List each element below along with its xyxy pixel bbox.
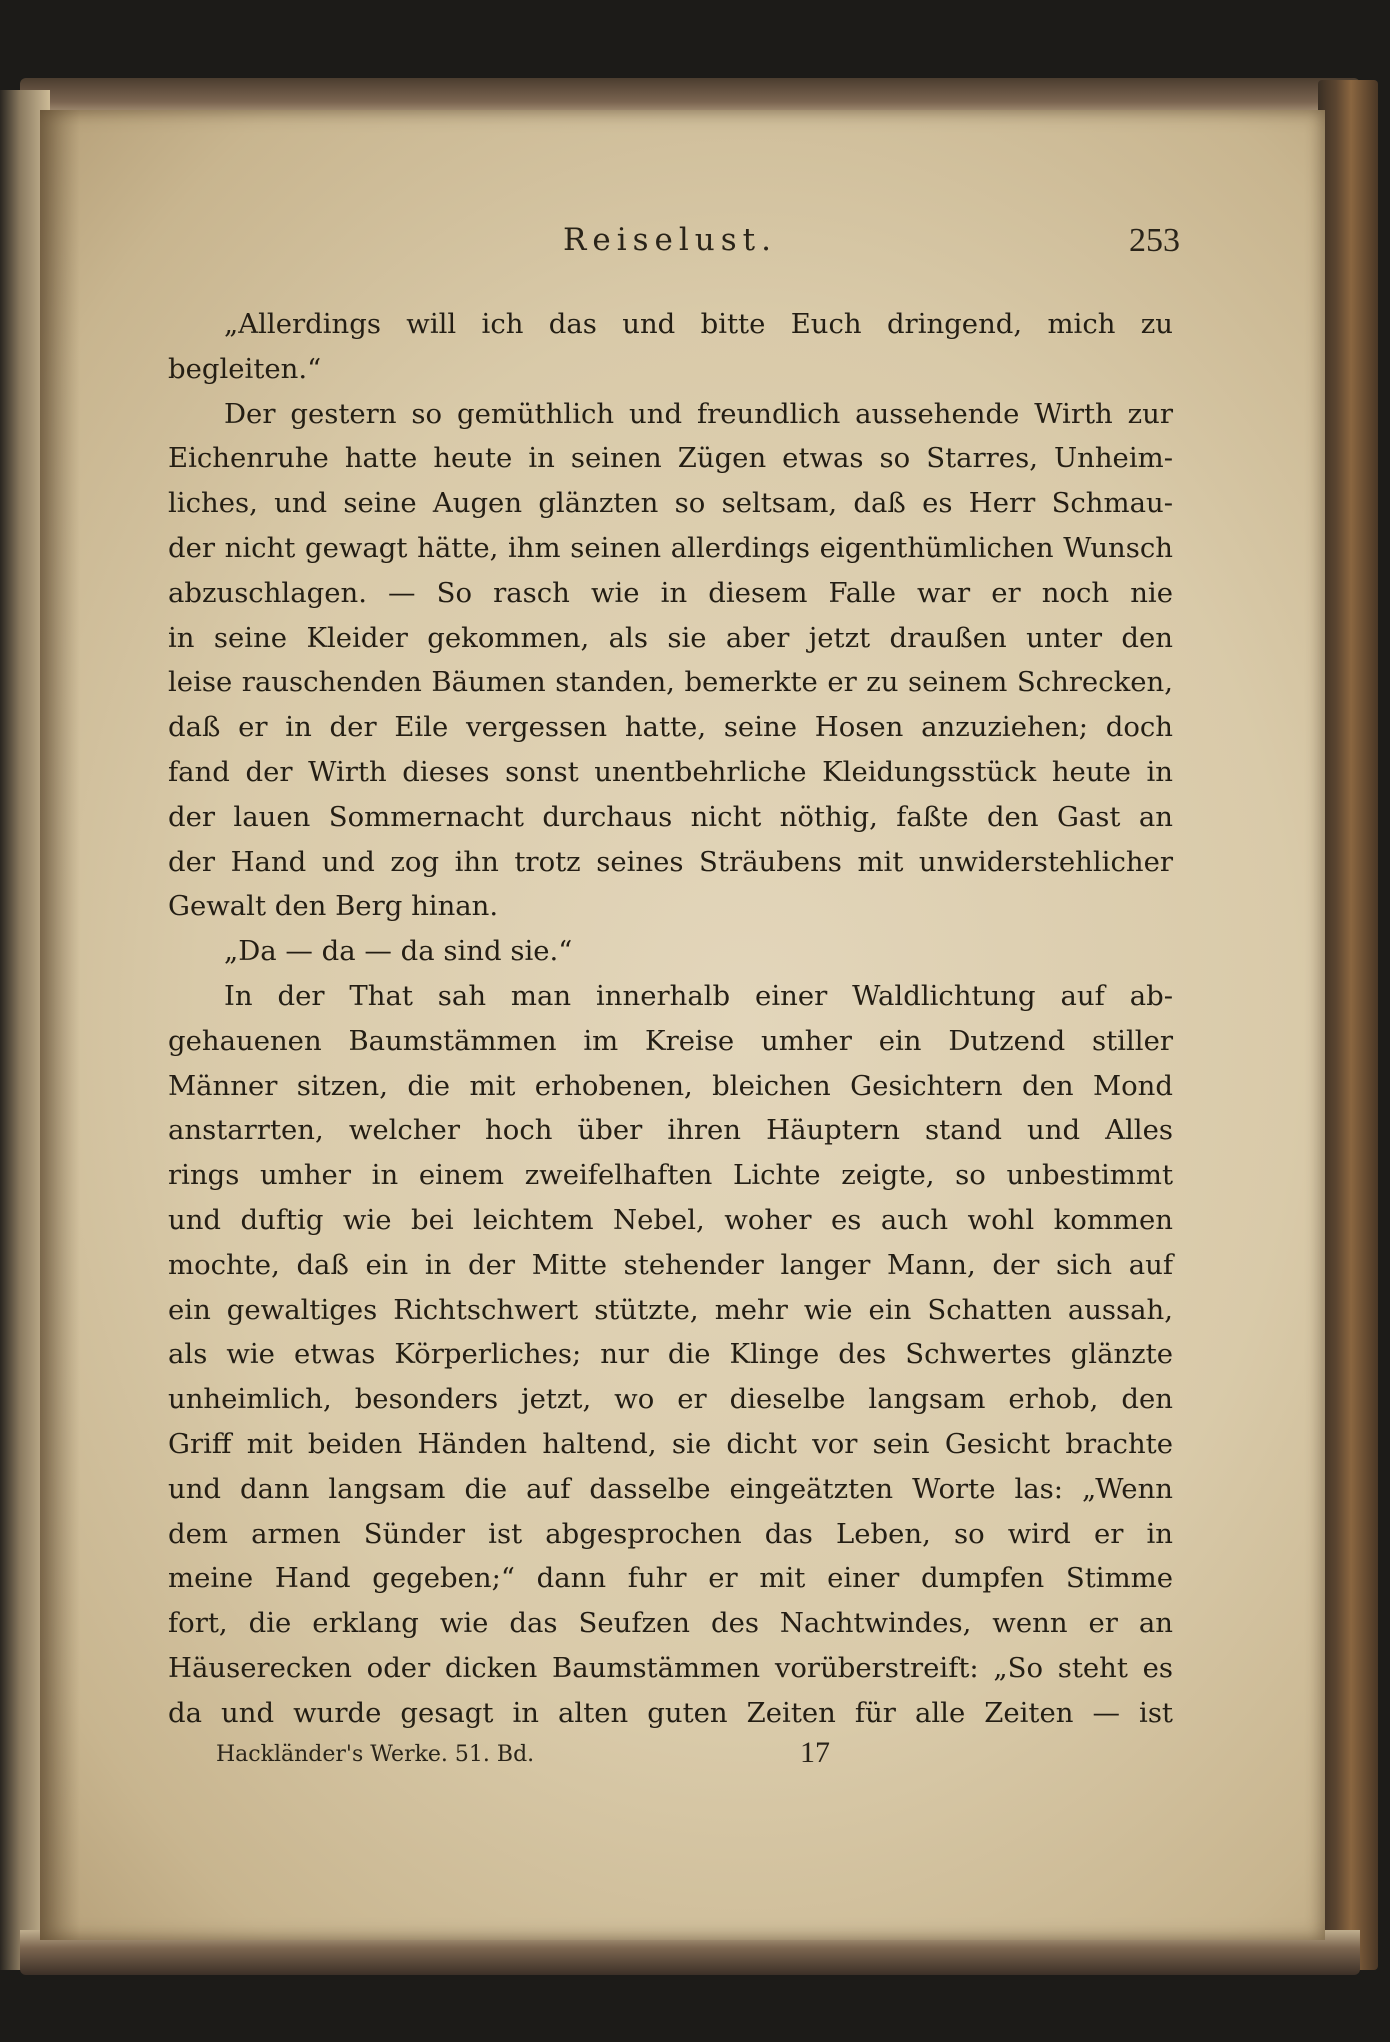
paragraph-4 [168,974,1173,1736]
text-line: fand der Wirth dieses sonst unentbehrliche Kleidungsstück heute in [168,755,1173,788]
text-line: „Allerdings will ich das und bitte Euch dringend, mich zu [224,308,1173,340]
text-line: Männer sitzen, die mit erhobenen, bleichen Gesichtern den Mond [168,1069,1173,1102]
text-line: In der That sah man innerhalb einer Waldlichtung auf ab- [224,979,1173,1012]
text-line: da und wurde gesagt in alten guten Zeiten für alle Zeiten — ist [168,1696,1173,1729]
text-line: liches, und seine Augen glänzten so seltsam, daß es Herr Schmau- [168,487,1173,520]
text-line: Der gestern so gemüthlich und freundlich aussehende Wirth zur [224,397,1173,430]
text-line: abzuschlagen. — So rasch wie in diesem Falle war er noch nie [168,576,1173,609]
page-gutter-shadow [40,110,80,1940]
text-line: ein gewaltiges Richtschwert stützte, mehr wie ein Schatten aussah, [168,1293,1173,1326]
text-line: begleiten.“ [168,352,322,385]
text-line: gehauenen Baumstämmen im Kreise umher ein Dutzend stiller [168,1024,1173,1057]
text-line: unheimlich, besonders jetzt, wo er dieselbe langsam erhob, den [168,1383,1173,1416]
page-footer [168,1736,1168,1782]
text-line: Gewalt den Berg hinan. [168,890,499,923]
running-title: Reiselust. [563,222,777,258]
text-line: Griff mit beiden Händen haltend, sie dicht vor sein Gesicht brachte [168,1427,1173,1460]
footer-signature: Hackländer's Werke. 51. Bd. [216,1742,535,1767]
text-line: fort, die erklang wie das Seufzen des Nachtwindes, wenn er an [168,1607,1173,1640]
text-line: mochte, daß ein in der Mitte stehender langer Mann, der sich auf [168,1248,1173,1281]
page-number: 253 [1129,222,1180,259]
body-text [168,302,1173,1736]
paragraph-1 [168,302,1173,392]
text-line: meine Hand gegeben;“ dann fuhr er mit einer dumpfen Stimme [168,1562,1173,1595]
book-page [40,110,1325,1940]
sheet-number: 17 [800,1736,830,1769]
text-line: der nicht gewagt hätte, ihm seinen allerdings eigenthümlichen Wunsch [168,531,1173,564]
text-line: der lauen Sommernacht durchaus nicht nöthig, faßte den Gast an [168,800,1173,833]
text-line: als wie etwas Körperliches; nur die Klinge des Schwertes glänzte [168,1338,1173,1371]
text-line: anstarrten, welcher hoch über ihren Häuptern stand und Alles [168,1114,1173,1147]
text-line: Eichenruhe hatte heute in seinen Zügen etwas so Starres, Unheim- [168,442,1173,475]
text-line: in seine Kleider gekommen, als sie aber jetzt draußen unter den [168,621,1173,654]
text-line: leise rauschenden Bäumen standen, bemerkte er zu seinem Schrecken, [168,666,1173,699]
text-line: Häuserecken oder dicken Baumstämmen vorüberstreift: „So steht es [168,1651,1173,1684]
paragraph-3 [168,929,1173,974]
book-cover-right-edge [1318,80,1378,1970]
paragraph-2 [168,392,1173,930]
text-line: der Hand und zog ihn trotz seines Sträubens mit unwiderstehlicher [168,845,1173,878]
text-line: „Da — da — da sind sie.“ [224,935,573,968]
text-line: daß er in der Eile vergessen hatte, seine Hosen anzuziehen; doch [168,711,1173,744]
text-line: und dann langsam die auf dasselbe eingeätzten Worte las: „Wenn [168,1472,1173,1505]
text-line: rings umher in einem zweifelhaften Lichte zeigte, so unbestimmt [168,1159,1173,1192]
running-head [170,222,1180,272]
text-line: und duftig wie bei leichtem Nebel, woher es auch wohl kommen [168,1203,1173,1236]
text-line: dem armen Sünder ist abgesprochen das Leben, so wird er in [168,1517,1173,1550]
